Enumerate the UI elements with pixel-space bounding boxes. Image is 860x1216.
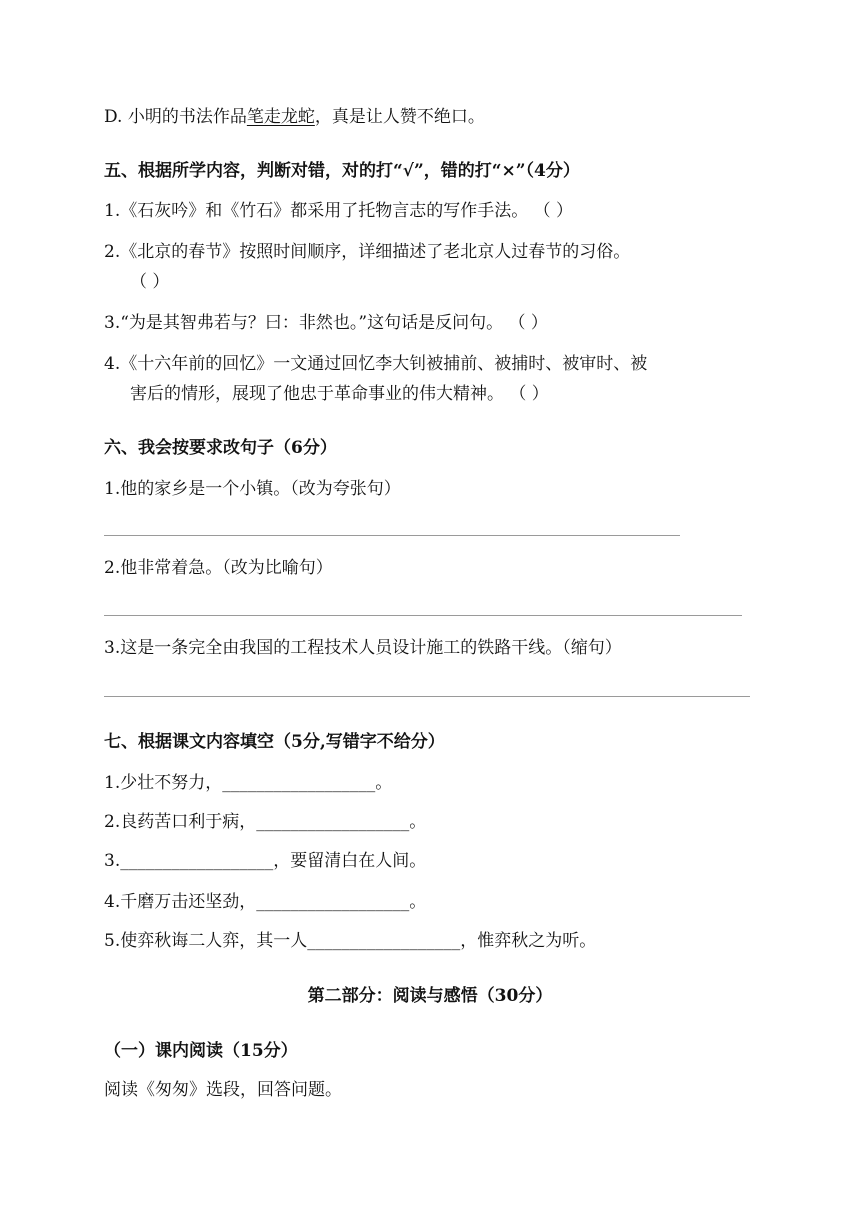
section-5-heading: 五、根据所学内容，判断对错，对的打“√”，错的打“×”（4分） (104, 161, 580, 181)
section-7-q5: 5.使弈秋诲二人弈，其一人__________________，惟弈秋之为听。 (104, 931, 597, 951)
section-6-q1: 1.他的家乡是一个小镇。（改为夸张句） (104, 479, 401, 499)
section-5-q1: 1.《石灰吟》和《竹石》都采用了托物言志的写作手法。 （ ） (104, 201, 574, 221)
section-6-answer-line-1[interactable] (104, 535, 680, 536)
section-7-q2: 2.良药苦口利于病，__________________。 (104, 812, 427, 832)
part-2-instruction: 阅读《匆匆》选段，回答问题。 (104, 1080, 342, 1100)
section-6-answer-line-3[interactable] (104, 696, 750, 697)
section-6-q2: 2.他非常着急。（改为比喻句） (104, 558, 333, 578)
part-2-heading: 第二部分：阅读与感悟（30分） (307, 986, 553, 1006)
section-6-q3: 3.这是一条完全由我国的工程技术人员设计施工的铁路干线。（缩句） (104, 638, 622, 658)
section-6-heading: 六、我会按要求改句子（6分） (104, 438, 337, 458)
item-d (104, 105, 485, 129)
part-2-subheading: （一）课内阅读（15分） (104, 1041, 298, 1061)
section-5-q4-line1: 4.《十六年前的回忆》一文通过回忆李大钊被捕前、被捕时、被审时、被 (104, 354, 648, 374)
item-d-underlined-idiom: 笔走龙蛇 (246, 107, 315, 127)
section-5-q3: 3.“为是其智弗若与？曰：非然也。”这句话是反问句。 （ ） (104, 313, 548, 333)
section-7-q4: 4.千磨万击还坚劲，__________________。 (104, 892, 427, 912)
section-5-q2-line2: （ ） (130, 272, 170, 292)
section-7-q1: 1.少壮不努力，__________________。 (104, 773, 393, 793)
section-6-answer-line-2[interactable] (104, 615, 742, 616)
section-5-q2-line1: 2.《北京的春节》按照时间顺序，详细描述了老北京人过春节的习俗。 (104, 242, 631, 262)
section-7-q3: 3.__________________，要留清白在人间。 (104, 851, 427, 871)
item-d-suffix: ，真是让人赞不绝口。 (314, 107, 485, 127)
section-5-q4-line2: 害后的情形，展现了他忠于革命事业的伟大精神。 （ ） (130, 384, 549, 404)
section-7-heading: 七、根据课文内容填空（5分,写错字不给分） (104, 732, 445, 752)
item-d-prefix: D. 小明的书法作品 (104, 107, 247, 127)
